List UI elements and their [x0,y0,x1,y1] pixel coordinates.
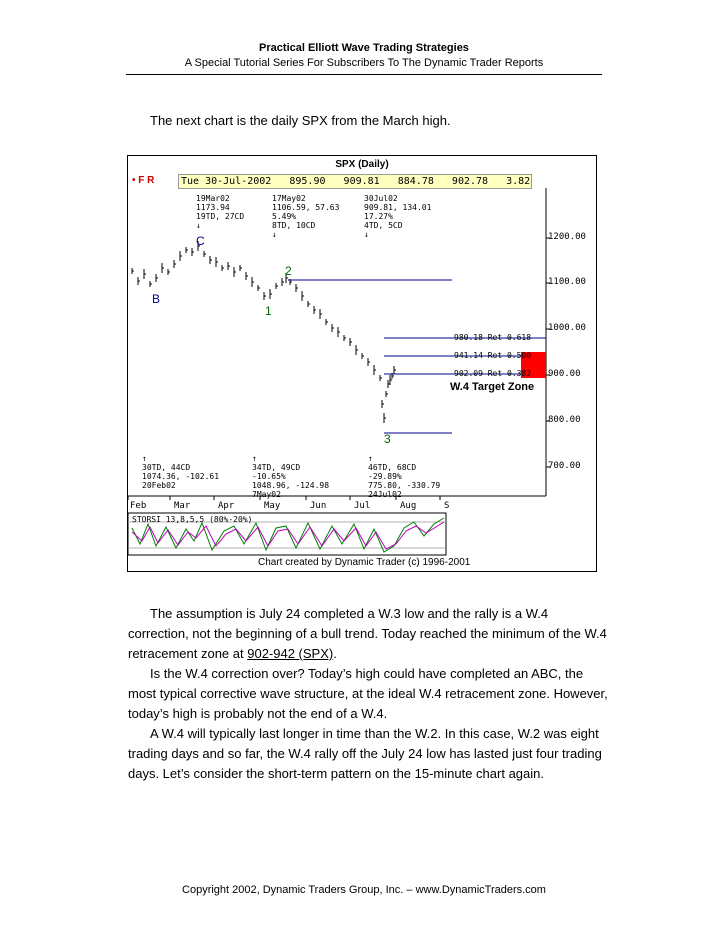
month-label-s: S [444,501,450,511]
annotation-jul-high: 30Jul02 909.81, 134.01 17.27% 4TD, 5CD ↓ [364,194,432,239]
annotation-feb-low: ↑ 30TD, 44CD 1074.36, -102.61 20Feb02 [142,454,220,490]
paragraph-3: A W.4 will typically last longer in time than the W.2. In this case, W.2 was eight trading days and so far, the W.4 rally off the July 24 low has lasted just four trading days. Let’s consider the short-term pattern on the 15-minute chart again. [128,726,602,781]
month-label-aug: Aug [400,501,417,511]
wave-label-b: B [152,292,161,306]
chart-title: SPX (Daily) [335,159,389,170]
annotation-may-low: ↑ 34TD, 49CD -10.65% 1048.96, -124.98 7May02 [252,454,330,499]
ret-0382-label: 902.09 Ret 0.382 [454,369,532,378]
wave-label-1: 1 [265,304,272,318]
target-zone-label: W.4 Target Zone [450,381,535,393]
y-label-900: 900.00 [548,369,581,379]
footer-copyright: Copyright 2002, Dynamic Traders Group, Inc. – www.DynamicTraders.com [182,884,546,896]
chart-ohlc-values: Tue 30-Jul-2002 895.90 909.81 884.78 902.78 3.82 [178,174,532,189]
chart-symbol-flags: • F R [132,175,155,186]
annotation-may-high: 17May02 1106.59, 57.63 5.49% 8TD, 10CD ↓ [272,194,340,239]
paragraph-1: The assumption is July 24 completed a W.3 low and the rally is a W.4 correction, not the beginning of a bull trend. Today reached the minimum of the W.4 retracement zone at 902-942 (SPX). [128,606,607,661]
intro-text: The next chart is the daily SPX from the March high. [150,113,451,128]
wave-label-c: C [196,234,205,248]
y-label-1100: 1100.00 [548,277,586,287]
month-label-feb: Feb [130,501,147,511]
month-label-apr: Apr [218,501,235,511]
month-label-jul: Jul [354,501,371,511]
month-label-mar: Mar [174,501,191,511]
annotation-jul-low: ↑ 46TD, 68CD -29.89% 775.80, -330.79 24Jul02 [368,454,441,499]
chart-credit: Chart created by Dynamic Trader (c) 1996-2001 [258,557,471,568]
ret-0500-label: 941.14 Ret 0.500 [454,351,532,360]
header-title: Practical Elliott Wave Trading Strategies [259,42,469,54]
month-label-may: May [264,501,281,511]
annotation-mar-high: 19Mar02 1173.94 19TD, 27CD ↓ [196,194,245,230]
wave-label-2: 2 [285,264,292,278]
retracement-zone-link[interactable]: 902-942 (SPX) [247,646,334,661]
spx-daily-chart [127,155,597,572]
y-label-1200: 1200.00 [548,232,586,242]
wave-label-3: 3 [384,432,391,446]
header-subtitle: A Special Tutorial Series For Subscribers To The Dynamic Trader Reports [184,57,544,69]
y-label-700: 700.00 [548,461,581,471]
ret-0618-label: 980.18 Ret 0.618 [454,333,532,342]
y-label-1000: 1000.00 [548,323,586,333]
price-bars [132,241,396,423]
paragraph-2: Is the W.4 correction over? Today’s high could have completed an ABC, the most typical corrective wave structure, at the ideal W.4 retracement zone. However, today’s high is probably not the end of a W.4. [128,666,608,721]
header-divider [126,74,602,75]
y-label-800: 800.00 [548,415,581,425]
oscillator-label: STORSI 13,8,5,5 (80%-20%) [132,515,253,524]
month-label-jun: Jun [310,501,327,511]
